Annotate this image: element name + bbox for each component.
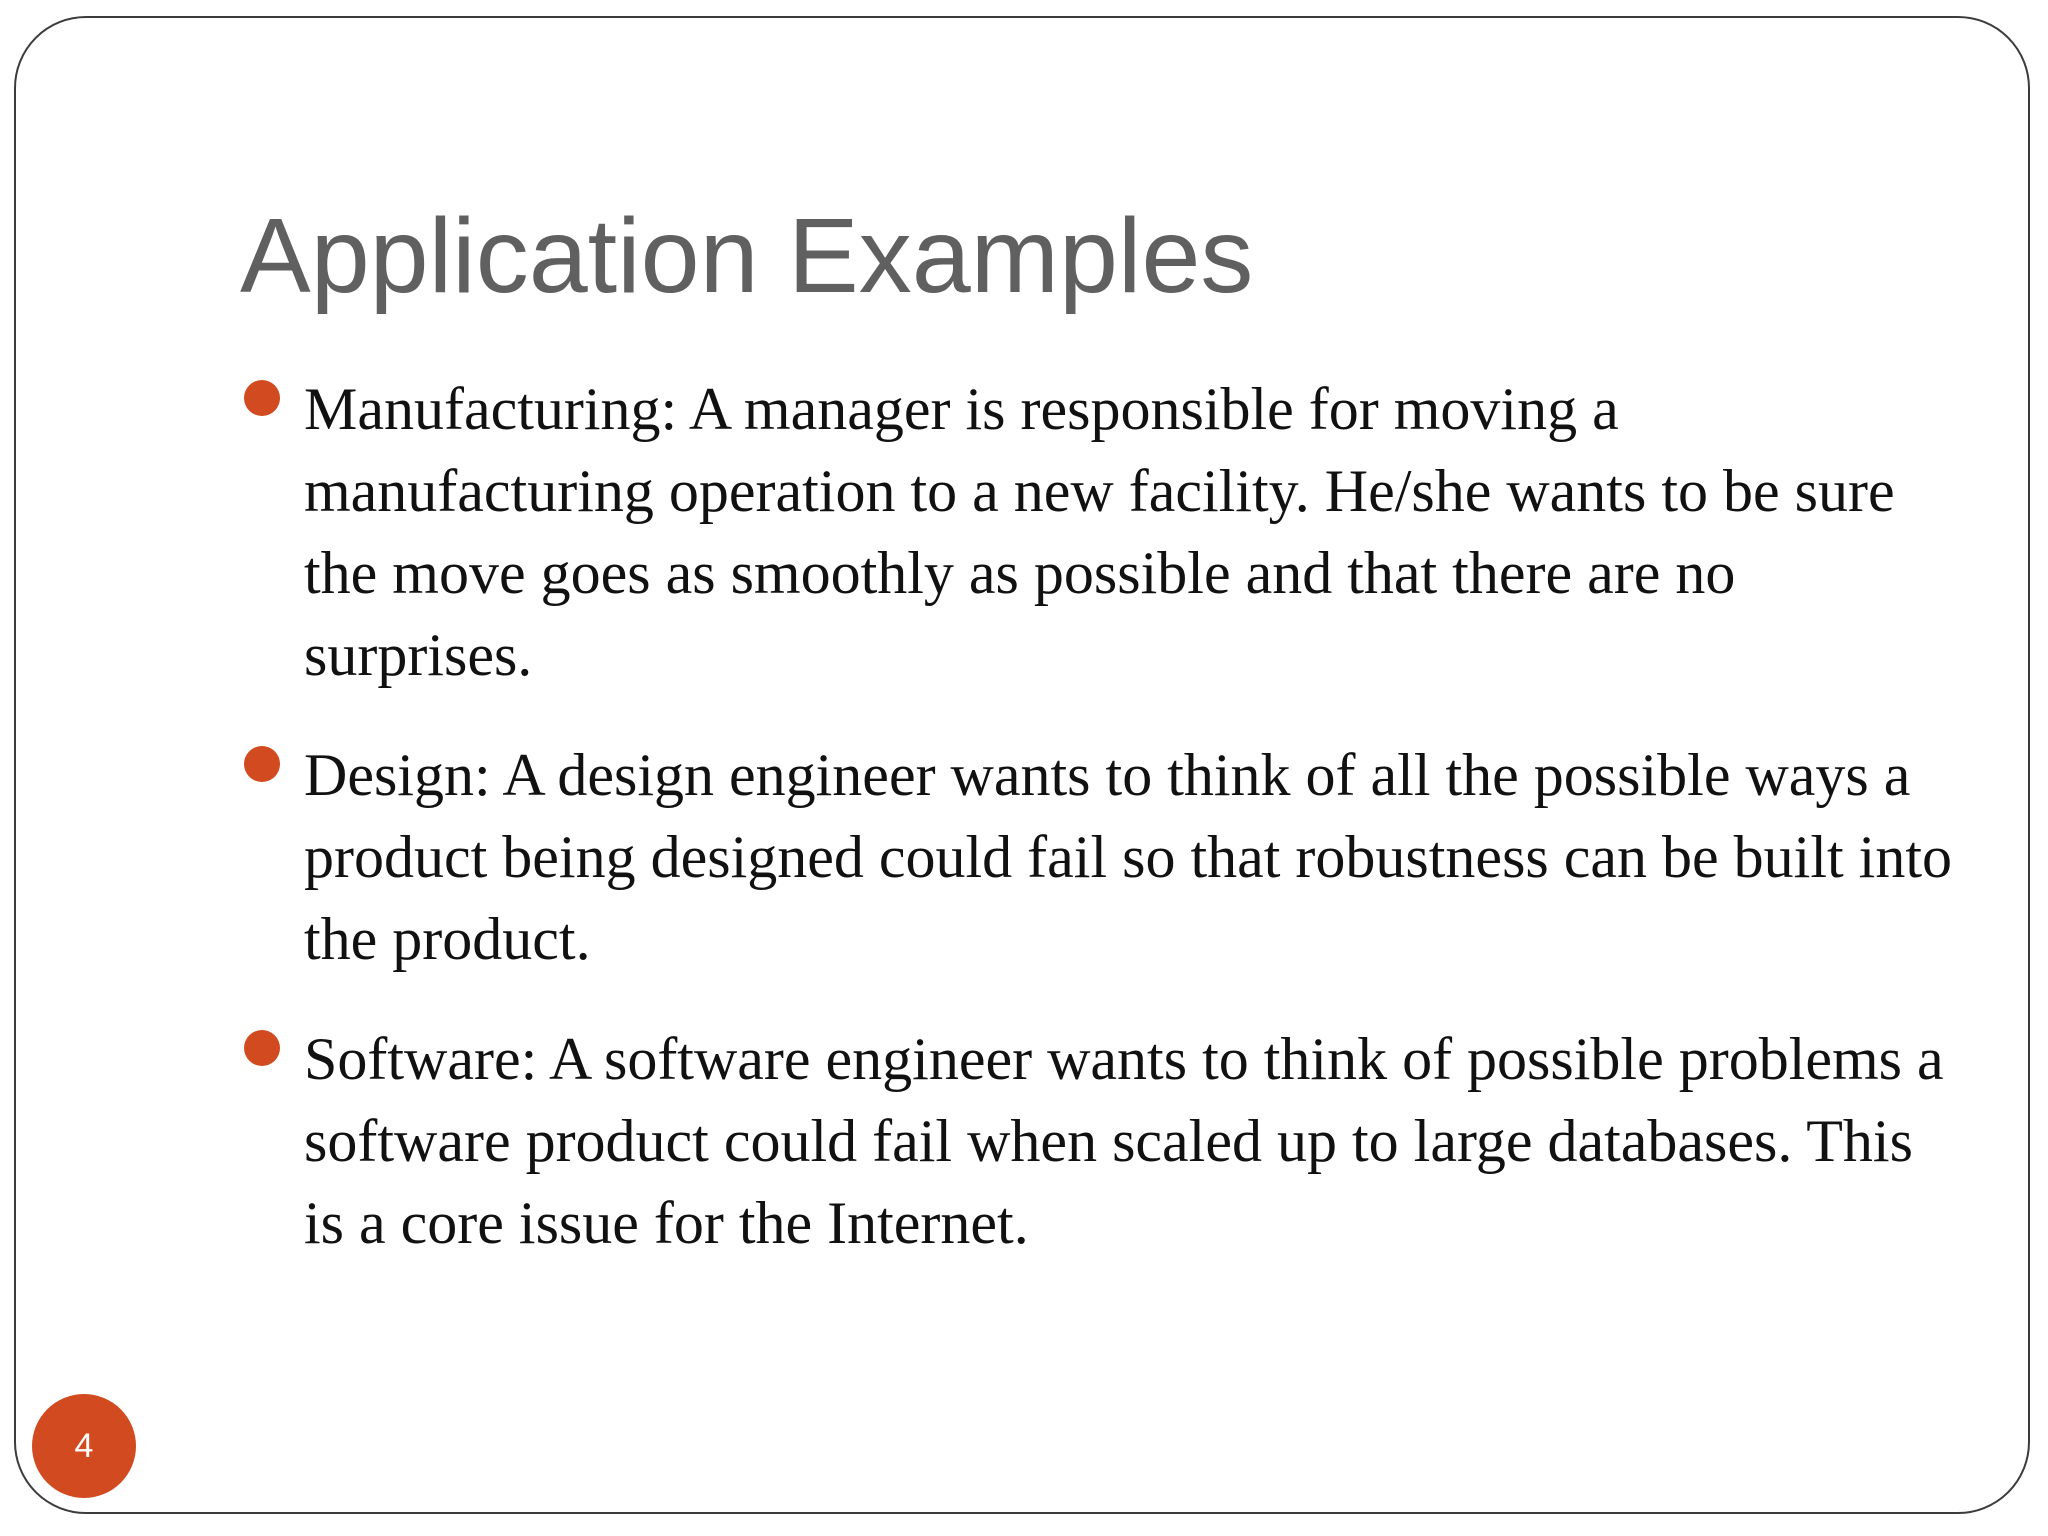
slide-title: Application Examples [240, 197, 1254, 315]
bullet-dot-icon [244, 380, 280, 416]
slide-frame [14, 16, 2030, 1514]
page-number-badge [32, 1394, 136, 1498]
bullet-item-software [244, 1018, 1964, 1264]
bullet-text: Design: A design engineer wants to think of all the possible ways a product being designed could fail so that robustness can be built into the product. [304, 742, 1953, 972]
page-number: 4 [74, 1426, 94, 1465]
bullet-list [244, 368, 1964, 1302]
bullet-dot-icon [244, 1030, 280, 1066]
bullet-dot-icon [244, 746, 280, 782]
bullet-item-design [244, 734, 1964, 980]
bullet-text: Manufacturing: A manager is responsible for moving a manufacturing operation to a new facility. He/she wants to be sure the move goes as smoothly as possible and that there are no surprises. [304, 376, 1895, 688]
bullet-item-manufacturing [244, 368, 1964, 696]
bullet-text: Software: A software engineer wants to think of possible problems a software product could fail when scaled up to large databases. This is a core issue for the Internet. [304, 1026, 1944, 1256]
